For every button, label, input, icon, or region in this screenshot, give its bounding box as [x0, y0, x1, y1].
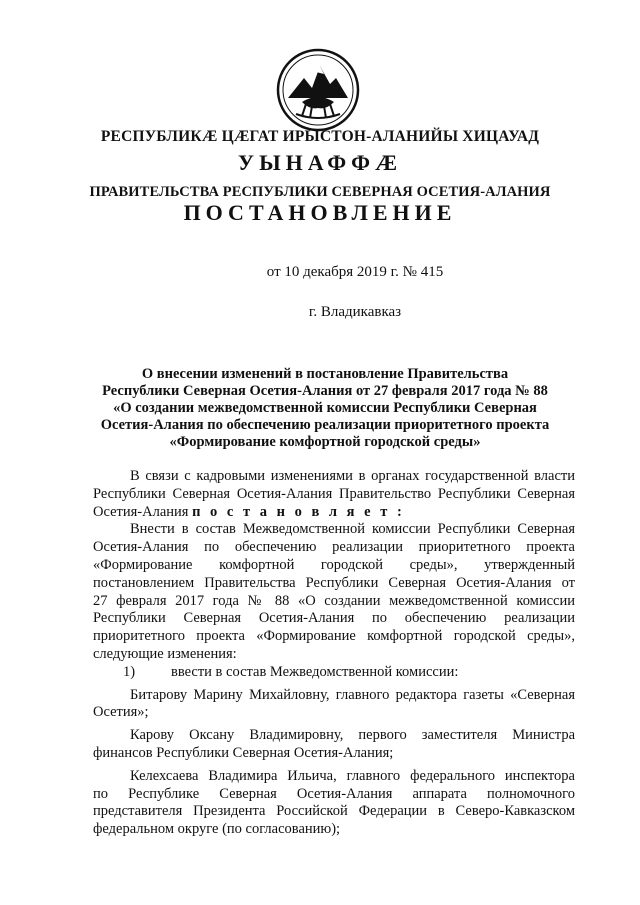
body-line: [93, 504, 575, 522]
body-line: Республики Северная Осетия-Алания Правительство Республики Северная: [93, 485, 575, 502]
body-line: федеральном округе (по согласованию);: [93, 821, 341, 838]
body-line: В связи с кадровыми изменениями в органах государственной власти: [130, 468, 575, 484]
body-text: Осетия-Алания: [93, 503, 189, 520]
ossetian-organization-title: РЕСПУБЛИКӔ ЦӔГАТ ИРЫСТОН-АЛАНИЙЫ ХИЦАУАД: [100, 128, 540, 145]
list-item-number: 1): [123, 663, 136, 680]
document-body: [93, 468, 575, 839]
body-line: Карову Оксану Владимировну, первого заместителя Министра: [130, 727, 575, 744]
body-line: представителя Президента Российской Федерации в Северо-Кавказском: [93, 803, 575, 820]
russian-organization-title: ПРАВИТЕЛЬСТВА РЕСПУБЛИКИ СЕВЕРНАЯ ОСЕТИЯ-АЛАНИЯ: [89, 184, 551, 200]
body-line: приоритетного проекта «Формирование комфортной городской среды»,: [93, 628, 575, 645]
coat-of-arms-emblem: [276, 48, 360, 132]
resolution-keyword: п о с т а н о в л я е т :: [192, 503, 405, 520]
body-line: 27 февраля 2017 года № 88 «О создании межведомственной комиссии: [93, 592, 575, 609]
body-line: Республики Северная Осетия-Алания по обеспечению реализации: [93, 610, 575, 627]
subject-line: О внесении изменений в постановление Правительства: [141, 366, 509, 382]
body-line: по Республике Северная Осетия-Алания аппарата полномочного: [93, 785, 575, 802]
ossetian-document-type: УЫНАФФӔ: [237, 150, 403, 175]
body-line: Битарову Марину Михайловну, главного редактора газеты «Северная: [130, 686, 575, 703]
body-line: финансов Республики Северная Осетия-Алания;: [93, 744, 394, 761]
body-line: Осетия»;: [93, 704, 149, 721]
body-line: следующие изменения:: [93, 645, 237, 662]
list-item-text: ввести в состав Межведомственной комиссии:: [171, 663, 459, 680]
document-date-number: от 10 декабря 2019 г. № 415: [266, 264, 444, 280]
document-subject: [90, 366, 560, 451]
subject-line: «О создании межведомственной комиссии Республики Северная: [113, 400, 537, 416]
body-line: Внести в состав Межведомственной комиссии Республики Северная: [130, 521, 575, 538]
body-line: постановлением Правительства Республики Северная Осетия-Алания от: [93, 574, 575, 591]
russian-document-type: ПОСТАНОВЛЕНИЕ: [183, 200, 457, 225]
list-item: [93, 664, 575, 682]
subject-line: Республики Северная Осетия-Алания от 27 февраля 2017 года № 88: [102, 383, 548, 399]
body-line: Келехсаева Владимира Ильича, главного федерального инспектора: [130, 767, 575, 784]
body-line: Осетия-Алания по обеспечению реализации приоритетного проекта: [93, 539, 575, 556]
body-line: «Формирование комфортной городской среды», утвержденный: [93, 556, 575, 573]
document-city: г. Владикавказ: [308, 304, 402, 320]
subject-line: Осетия-Алания по обеспечению реализации приоритетного проекта: [100, 417, 550, 433]
subject-line: «Формирование комфортной городской среды»: [169, 434, 481, 450]
